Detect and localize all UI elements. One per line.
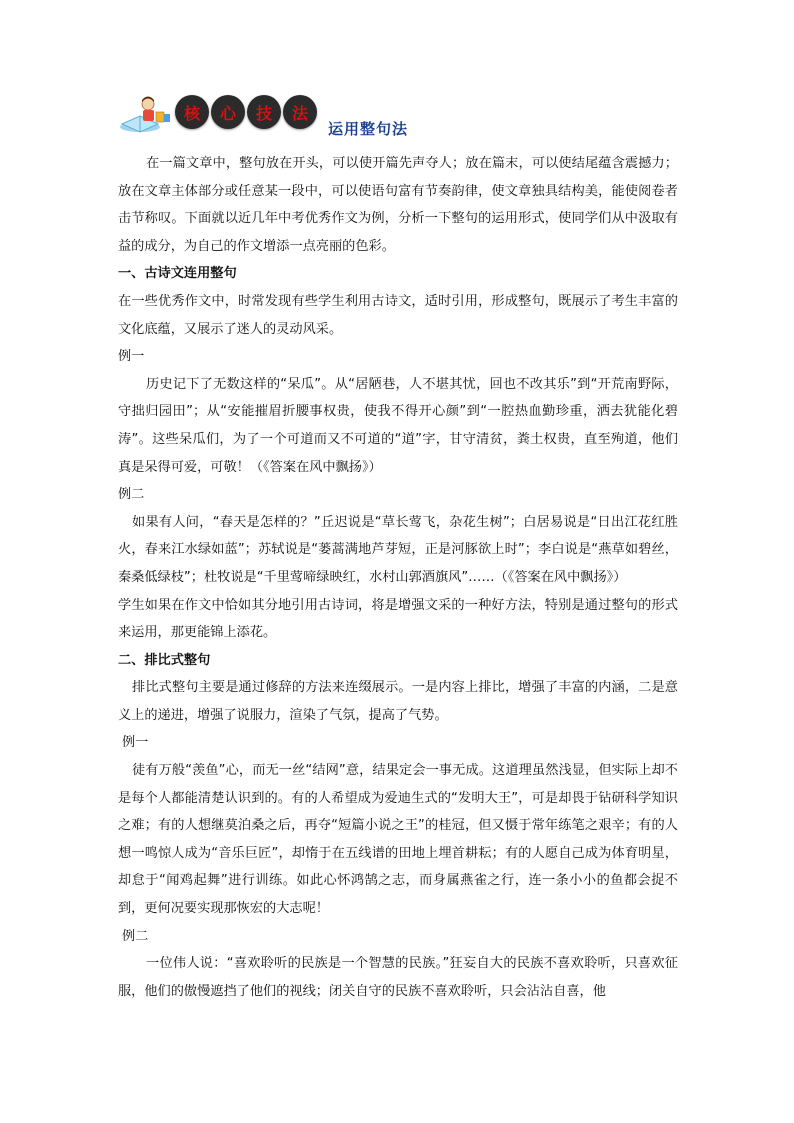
page-title: 运用整句法: [328, 120, 409, 138]
section-description: 排比式整句主要是通过修辞的方法来连缀展示。一是内容上排比，增强了丰富的内涵，二是意义上的递进，增强了说服力，渲染了气氛，提高了气势。: [118, 680, 678, 723]
badge: [175, 95, 209, 129]
badge-char: 法: [291, 103, 308, 123]
section-header: [118, 92, 678, 140]
example-label: 例一: [118, 349, 145, 365]
student-reading-icon: [118, 94, 178, 134]
article-body: [118, 150, 678, 1005]
badge-char: 核: [183, 103, 200, 123]
example-paragraph: 如果有人问，“春天是怎样的？”丘迟说是“草长莺飞，杂花生树”；白居易说是“日出江花红胜火，春来江水绿如蓝”；苏轼说是“蒌蒿满地芦芽短，正是河豚欲上时”；李白说是“燕草如碧丝，秦桑低绿枝”；杜牧说是“千里莺啼绿映红，水村山郭酒旗风”……（《答案在风中飘扬》）: [118, 514, 678, 585]
example-paragraph: 一位伟人说：“喜欢聆听的民族是一个智慧的民族。”狂妄自大的民族不喜欢聆听，只喜欢征服，他们的傲慢遮挡了他们的视线；闭关自守的民族不喜欢聆听，只会沾沾自喜，他: [118, 956, 678, 999]
example-label: 例一: [122, 735, 149, 751]
example-paragraph: 历史记下了无数这样的“呆瓜”。从“居陋巷，人不堪其忧，回也不改其乐”到“开荒南野际，守拙归园田”；从“安能摧眉折腰事权贵，使我不得开心颜”到“一腔热血勤珍重，洒去犹能化碧涛”。这些呆瓜们，为了一个可道而又不可道的“道”字，甘守清贫，粪土权贵，直至殉道，他们真是呆得可爱，可敬！（《答案在风中飘扬》）: [118, 376, 678, 475]
example-label: 例二: [122, 928, 149, 944]
example-label: 例二: [118, 487, 145, 503]
example-paragraph: 徒有万般“羡鱼”心，而无一丝“结网”意，结果定会一事无成。这道理虽然浅显，但实际上却不是每个人都能清楚认识到的。有的人希望成为爱迪生式的“发明大王”，可是却畏于钻研科学知识之难；有的人想继莫泊桑之后，再夺“短篇小说之王”的桂冠，但又慑于常年练笔之艰辛；有的人想一鸣惊人成为“音乐巨匠”，却惰于在五线谱的田地上埋首耕耘；有的人愿自己成为体育明星，却怠于“闻鸡起舞”进行训练。如此心怀鸿鹄之志，而身属燕雀之行，连一条小小的鱼都会捉不到，更何况要实现那恢宏的大志呢！: [118, 763, 678, 917]
section-heading: 二、排比式整句: [118, 652, 211, 668]
badge: [211, 95, 245, 129]
badge-char: 技: [255, 103, 272, 123]
badge: [283, 95, 317, 129]
section-heading: 一、古诗文连用整句: [118, 266, 237, 282]
badge-char: 心: [219, 103, 236, 123]
badge: [247, 95, 281, 129]
badge-group: [175, 95, 319, 131]
section-description: 在一些优秀作文中，时常发现有些学生利用古诗文，适时引用，形成整句，既展示了考生丰富的文化底蕴，又展示了迷人的灵动风采。: [118, 293, 678, 337]
intro-paragraph: 在一篇文章中，整句放在开头，可以使开篇先声夺人；放在篇末，可以使结尾蕴含震撼力；放在文章主体部分或任意某一段中，可以使语句富有节奏韵律，使文章独具结构美，能使阅卷者击节称叹。下面就以近几年中考优秀作文为例，分析一下整句的运用形式，使同学们从中汲取有益的成分，为自己的作文增添一点亮丽的色彩。: [118, 156, 678, 254]
section-summary: 学生如果在作文中恰如其分地引用古诗词，将是增强文采的一种好方法，特别是通过整句的形式来运用，那更能锦上添花。: [118, 597, 678, 641]
